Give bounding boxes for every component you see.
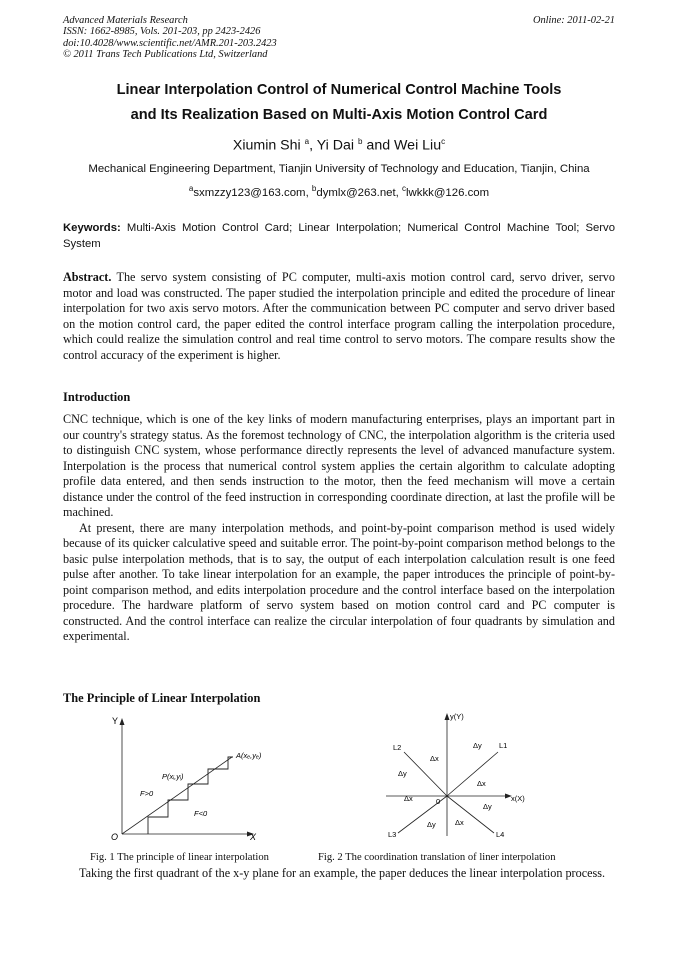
- copyright-line: © 2011 Trans Tech Publications Ltd, Switzerland: [63, 48, 268, 60]
- author-name: Yi Dai: [316, 137, 355, 154]
- title-line-2: and Its Realization Based on Multi-Axis Motion Control Card: [130, 107, 548, 123]
- line-label-l2: L2: [393, 743, 402, 752]
- delta-y-label: Δy: [483, 802, 492, 811]
- email-mark: a: [188, 184, 194, 193]
- journal-name: Advanced Materials Research: [63, 15, 188, 26]
- delta-y-label: Δy: [473, 741, 482, 750]
- author-separator: ,: [309, 137, 317, 154]
- paragraph: CNC technique, which is one of the key links of modern manufacturing enterprises, plays an important part in our country's strategy status. As the foremost technology of CNC, the interpolation algorithm is the criteria used to distinguish CNC system, whose performance directly represents the level of advanced manufacture system. Interpolation is the process that numerical control system applies the certain algorithm to calculate adopting profile data entered, and then sends instruction to the motor, then the feed mechanism will move a certain distance under the control of the feed instruction in corresponding coordinate direction, at last the profile will be machined.: [63, 412, 615, 519]
- line-label-l4: L4: [496, 830, 505, 839]
- y-axis-arrow: [445, 713, 450, 720]
- keywords: [63, 221, 615, 252]
- author-affil-mark: a: [304, 137, 310, 146]
- point-label: P(xᵢ,yᵢ): [162, 772, 184, 781]
- abstract: [63, 270, 615, 363]
- keywords-text: Multi-Axis Motion Control Card; Linear Interpolation; Numerical Control Machine Tool; Servo System: [63, 222, 615, 250]
- doi-line: doi:10.4028/www.scientific.net/AMR.201-203.2423: [63, 37, 277, 49]
- delta-y-label: Δy: [398, 769, 407, 778]
- author-list: [0, 137, 678, 154]
- y-axis-arrow: [120, 718, 125, 725]
- affiliation: Mechanical Engineering Department, Tianjin University of Technology and Education, Tianjin, China: [88, 163, 590, 175]
- endpoint-label: A(xₑ,yₑ): [236, 751, 262, 760]
- email-link[interactable]: dymlx@263.net: [316, 186, 396, 199]
- x-axis-label: X: [250, 832, 257, 840]
- abstract-label: Abstract.: [63, 270, 112, 284]
- issn-line: ISSN: 1662-8985, Vols. 201-203, pp 2423-2426: [63, 26, 261, 38]
- email-link[interactable]: lwkkk@126.com: [406, 186, 490, 199]
- paper-title: [40, 78, 638, 128]
- interpolation-staircase-path: [148, 757, 233, 834]
- x-axis-label: x(X): [511, 794, 525, 803]
- email-separator: ,: [395, 186, 403, 199]
- author-name: Xiumin Shi: [232, 137, 301, 154]
- introduction-body: [63, 412, 615, 645]
- email-mark: c: [402, 184, 407, 193]
- author-name: Wei Liu: [394, 137, 442, 154]
- figure-2-diagram: [380, 708, 530, 844]
- delta-y-label: Δy: [427, 820, 436, 829]
- title-line-1: Linear Interpolation Control of Numerical Control Machine Tools: [116, 82, 562, 98]
- delta-x-label: Δx: [455, 818, 464, 827]
- line-label-l3: L3: [388, 830, 397, 839]
- author-affil-mark: c: [441, 137, 446, 146]
- author-affil-mark: b: [358, 137, 363, 146]
- y-axis-label: Y: [112, 716, 119, 726]
- author-emails: [0, 184, 678, 199]
- target-line-oa: [122, 757, 232, 834]
- origin-label: O: [111, 832, 119, 840]
- origin-label: 0: [436, 797, 441, 806]
- author-separator: and: [362, 137, 395, 154]
- line-l2: [404, 752, 447, 796]
- region-lower-label: F<0: [194, 809, 208, 818]
- journal-header: [63, 15, 615, 60]
- email-separator: ,: [305, 186, 312, 199]
- abstract-text: The servo system consisting of PC computer, multi-axis motion control card, servo driver, servo motor and load was constructed. The paper studied the interpolation principle and edited the procedure of linear interpolation for two axis servo motors. After the communication between PC computer and servo driver based on the motion control card, the paper edited the control interface program calling the interpolation procedure, which could realize the simulation control and real time control to servo motors. The compare results show the control accuracy of the experiment is higher.: [63, 270, 615, 362]
- section-heading-principle: The Principle of Linear Interpolation: [63, 691, 261, 705]
- section-heading-introduction: Introduction: [63, 390, 131, 404]
- online-date: Online: 2011-02-21: [532, 15, 615, 26]
- principle-body: [63, 866, 615, 882]
- delta-x-label: Δx: [404, 794, 413, 803]
- figure-1-diagram: [100, 712, 270, 840]
- y-axis-label: y(Y): [450, 712, 464, 721]
- delta-x-label: Δx: [430, 754, 439, 763]
- paragraph: At present, there are many interpolation methods, and point-by-point comparison method is used widely because of its quicker calculative speed and suitable error. The point-by-point comparison method belongs to the basic pulse interpolation methods, that is to say, the output of each interpolation calculation result is one feed pulse after another. To take linear interpolation for an example, the paper introduces the principle of point-by-point comparison method, and edits interpolation procedure and the control interface based on the interpolation procedure. The hardware platform of servo system based on motion control card and PC computer is constructed. And the control interface can realize the circular interpolation of four quadrants by simulation and experimental.: [63, 520, 615, 643]
- paragraph: Taking the first quadrant of the x-y plane for an example, the paper deduces the linear interpolation process.: [79, 866, 606, 880]
- figure-2-caption: Fig. 2 The coordination translation of liner interpolation: [318, 852, 556, 863]
- line-label-l1: L1: [499, 741, 508, 750]
- keywords-label: Keywords:: [63, 222, 121, 234]
- region-upper-label: F>0: [140, 789, 154, 798]
- line-l1: [447, 752, 498, 796]
- delta-x-label: Δx: [477, 779, 486, 788]
- figure-1-caption: Fig. 1 The principle of linear interpolation: [90, 852, 269, 863]
- email-mark: b: [311, 184, 317, 193]
- email-link[interactable]: sxmzzy123@163.com: [193, 186, 306, 199]
